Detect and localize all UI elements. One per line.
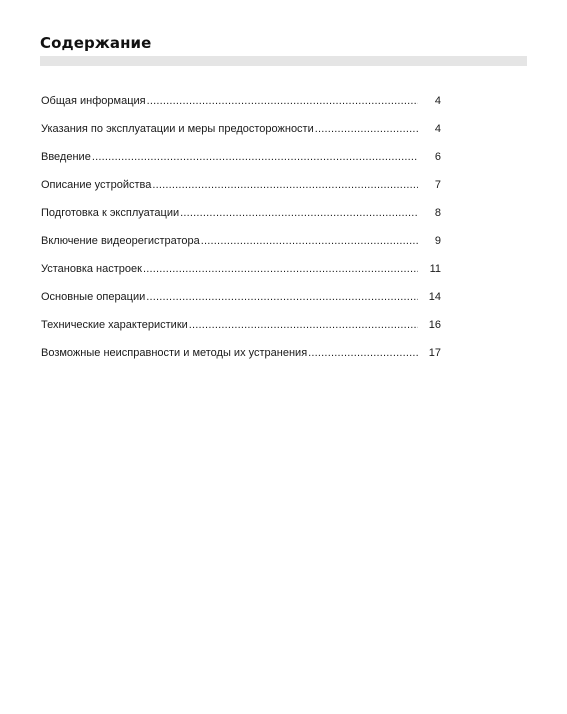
toc-item-label: Возможные неисправности и методы их устранения [41, 347, 308, 359]
toc-dot-leader [189, 318, 418, 332]
toc-entry [41, 234, 418, 248]
toc-item-label: Включение видеорегистратора [41, 235, 200, 247]
toc-item-label: Указания по эксплуатации и меры предосторожности [41, 123, 314, 135]
toc-item-label: Общая информация [41, 95, 146, 107]
toc-item [41, 234, 441, 262]
toc-entry [41, 318, 418, 332]
toc-item-label: Описание устройства [41, 179, 152, 191]
toc-item-page: 7 [434, 179, 441, 191]
toc-entry [41, 150, 418, 164]
toc-entry [41, 290, 418, 304]
toc-dot-leader [201, 234, 418, 248]
toc-item-page: 9 [434, 235, 441, 247]
toc-item [41, 262, 441, 290]
toc-entry [41, 122, 418, 136]
toc-item-page: 11 [429, 263, 441, 275]
toc-item-page: 14 [428, 291, 441, 303]
toc-item-page: 4 [434, 95, 441, 107]
table-of-contents [41, 94, 441, 374]
title-underline-bar [40, 56, 527, 66]
toc-dot-leader [143, 262, 418, 276]
toc-dot-leader [180, 206, 418, 220]
toc-item-page: 8 [434, 207, 441, 219]
toc-item-page: 17 [428, 347, 441, 359]
toc-entry [41, 346, 418, 360]
toc-dot-leader [92, 150, 418, 164]
page-title: Содержание [40, 34, 152, 52]
toc-dot-leader [146, 290, 418, 304]
toc-item [41, 94, 441, 122]
toc-entry [41, 94, 418, 108]
toc-item [41, 150, 441, 178]
toc-item-label: Технические характеристики [41, 319, 188, 331]
toc-dot-leader [315, 122, 418, 136]
toc-item-label: Подготовка к эксплуатации [41, 207, 180, 219]
toc-item [41, 346, 441, 374]
toc-item [41, 290, 441, 318]
toc-item [41, 318, 441, 346]
toc-item-page: 16 [428, 319, 441, 331]
toc-entry [41, 262, 418, 276]
toc-item [41, 122, 441, 150]
toc-item [41, 206, 441, 234]
toc-item-page: 4 [434, 123, 441, 135]
toc-dot-leader [308, 346, 418, 360]
toc-item-page: 6 [434, 151, 441, 163]
toc-item-label: Установка настроек [41, 263, 142, 275]
toc-item [41, 178, 441, 206]
toc-item-label: Основные операции [41, 291, 146, 303]
toc-entry [41, 206, 418, 220]
toc-dot-leader [152, 178, 418, 192]
toc-dot-leader [147, 94, 418, 108]
toc-entry [41, 178, 418, 192]
toc-item-label: Введение [41, 151, 91, 163]
